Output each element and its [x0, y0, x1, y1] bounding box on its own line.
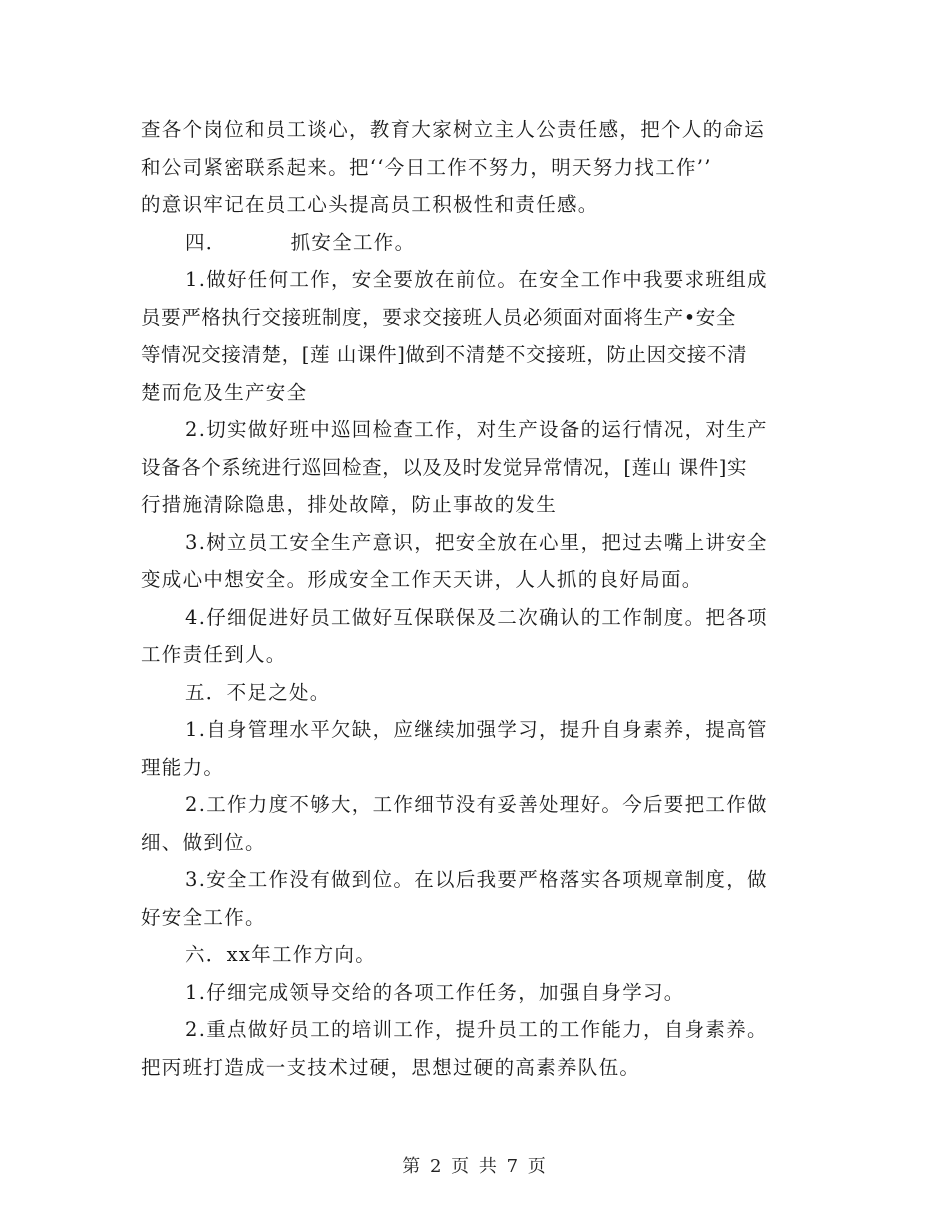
body-line: 工作责任到人。: [141, 643, 287, 666]
body-line: 2.重点做好员工的培训工作，提升员工的工作能力，自身素养。: [185, 1018, 768, 1041]
body-line: 理能力。: [141, 755, 225, 779]
body-line: 变成心中想安全。形成安全工作天天讲，人人抓的良好局面。: [141, 568, 703, 591]
section-heading-5: 五．不足之处。: [185, 680, 331, 704]
body-line: 等情况交接清楚，[莲 山课件]做到不清楚不交接班，防止因交接不清: [141, 343, 748, 366]
body-line: 1.做好任何工作，安全要放在前位。在安全工作中我要求班组成: [185, 268, 768, 291]
page-number-footer: 第 2 页 共 7 页: [402, 1156, 548, 1177]
body-line: 好安全工作。: [141, 905, 266, 929]
document-body: [141, 111, 809, 1086]
section-heading-4: [141, 224, 809, 262]
body-line: 1.仔细完成领导交给的各项工作任务，加强自身学习。: [185, 980, 685, 1004]
body-line: 3.安全工作没有做到位。在以后我要严格落实各项规章制度，做: [185, 868, 768, 891]
body-line: 1.自身管理水平欠缺，应继续加强学习，提升自身素养，提高管: [185, 718, 768, 741]
body-line: 4.仔细促进好员工做好互保联保及二次确认的工作制度。把各项: [185, 605, 768, 629]
body-line: 把丙班打造成一支技术过硬，思想过硬的高素养队伍。: [141, 1055, 641, 1079]
section-title: 抓安全工作。: [290, 230, 416, 254]
body-line: 查各个岗位和员工谈心，教育大家树立主人公责任感，把个人的命运: [141, 118, 766, 141]
body-line: 设备各个系统进行巡回检查，以及及时发觉异常情况，[莲山 课件]实: [141, 455, 748, 479]
section-heading-6: 六．xx年工作方向。: [185, 943, 376, 966]
body-line: 细、做到位。: [141, 830, 266, 854]
body-line: 员要严格执行交接班制度，要求交接班人员必须面对面将生产•安全: [141, 305, 737, 329]
body-line: 2.工作力度不够大，工作细节没有妥善处理好。今后要把工作做: [185, 793, 768, 816]
body-line: 2.切实做好班中巡回检查工作，对生产设备的运行情况，对生产: [185, 418, 768, 441]
body-line: 和公司紧密联系起来。把‘‘今日工作不努力，明天努力找工作’’: [141, 155, 712, 179]
body-line: 的意识牢记在员工心头提高员工积极性和责任感。: [141, 193, 599, 216]
body-line: 行措施清除隐患，排处故障，防止事故的发生: [141, 493, 558, 516]
body-line: 3.树立员工安全生产意识，把安全放在心里，把过去嘴上讲安全: [185, 530, 768, 554]
body-line: 楚而危及生产安全: [141, 380, 308, 404]
section-number: 四．: [185, 230, 227, 254]
